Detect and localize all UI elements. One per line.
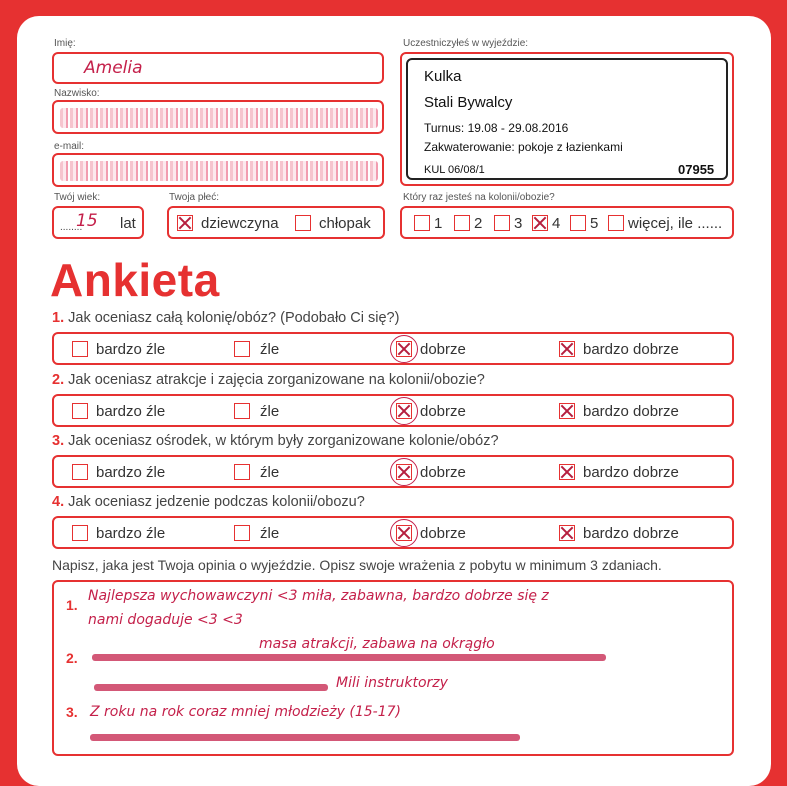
email-label: e-mail:	[54, 141, 85, 152]
q2-very-bad-checkbox[interactable]	[72, 403, 88, 419]
times-2-label: 2	[474, 215, 483, 232]
q4-bad-checkbox[interactable]	[234, 525, 250, 541]
times-1-checkbox[interactable]	[414, 215, 430, 231]
question-1-text: Jak oceniasz całą kolonię/obóz? (Podobało Ci się?)	[68, 310, 400, 326]
q3-very-good-checkbox[interactable]	[559, 464, 575, 480]
q1-good-label: dobrze	[420, 341, 466, 358]
page-title: Ankieta	[50, 254, 220, 306]
times-3-checkbox[interactable]	[494, 215, 510, 231]
q1-good-checkbox[interactable]	[396, 341, 412, 357]
q4-very-good-checkbox[interactable]	[559, 525, 575, 541]
q1-bad-label: źle	[260, 341, 280, 358]
question-4-text: Jak oceniasz jedzenie podczas kolonii/obozu?	[68, 494, 365, 510]
opinion-field[interactable]	[52, 580, 734, 756]
question-3-options	[52, 455, 734, 488]
times-2-checkbox[interactable]	[454, 215, 470, 231]
name-value: Amelia	[84, 58, 143, 78]
q3-very-bad-checkbox[interactable]	[72, 464, 88, 480]
question-1-options	[52, 332, 734, 365]
age-unit: lat	[120, 215, 136, 232]
opinion-3-line1: Z roku na rok coraz mniej młodzieży (15-17)	[90, 704, 401, 720]
gender-girl-label: dziewczyna	[201, 215, 279, 232]
q4-very-good-label: bardzo dobrze	[583, 525, 679, 542]
times-4-checkbox[interactable]	[532, 215, 548, 231]
stamp-turnus: Turnus: 19.08 - 29.08.2016	[424, 121, 569, 135]
q3-good-checkbox[interactable]	[396, 464, 412, 480]
gender-field	[167, 206, 385, 239]
question-2	[52, 372, 485, 388]
question-2-options	[52, 394, 734, 427]
times-3-label: 3	[514, 215, 523, 232]
age-field[interactable]	[52, 206, 144, 239]
times-more-label: więcej, ile ......	[628, 215, 723, 232]
age-dots: ........	[60, 222, 83, 233]
question-3	[52, 433, 499, 449]
gender-boy-label: chłopak	[319, 215, 371, 232]
times-label: Który raz jesteś na kolonii/obozie?	[403, 192, 555, 203]
q1-very-good-checkbox[interactable]	[559, 341, 575, 357]
q2-good-checkbox[interactable]	[396, 403, 412, 419]
times-4-label: 4	[552, 215, 561, 232]
surname-redacted	[60, 108, 378, 128]
q4-very-bad-checkbox[interactable]	[72, 525, 88, 541]
q1-very-bad-label: bardzo źle	[96, 341, 166, 358]
question-3-text: Jak oceniasz ośrodek, w którym były zorganizowane kolonie/obóz?	[68, 433, 499, 449]
opinion-3-strikeout	[90, 734, 520, 741]
q2-very-bad-label: bardzo źle	[96, 403, 166, 420]
q1-very-good-label: bardzo dobrze	[583, 341, 679, 358]
question-1	[52, 310, 399, 326]
stamp-accommodation: Zakwaterowanie: pokoje z łazienkami	[424, 140, 623, 154]
opinion-2-strikeout-2	[94, 684, 328, 691]
name-label: Imię:	[54, 38, 76, 49]
q2-bad-checkbox[interactable]	[234, 403, 250, 419]
opinion-3-number: 3.	[66, 704, 78, 720]
trip-label: Uczestniczyłeś w wyjeździe:	[403, 38, 529, 49]
stamp-line2: Stali Bywalcy	[424, 94, 513, 111]
opinion-1-line1: Najlepsza wychowawczyni <3 miła, zabawna, bardzo dobrze się z	[88, 588, 549, 604]
question-1-number: 1.	[52, 310, 65, 326]
q1-bad-checkbox[interactable]	[234, 341, 250, 357]
surname-field[interactable]	[52, 100, 384, 134]
email-field[interactable]	[52, 153, 384, 187]
q2-bad-label: źle	[260, 403, 280, 420]
q3-very-good-label: bardzo dobrze	[583, 464, 679, 481]
q3-good-label: dobrze	[420, 464, 466, 481]
trip-field	[400, 52, 734, 186]
question-4-number: 4.	[52, 494, 65, 510]
times-5-label: 5	[590, 215, 599, 232]
times-more-checkbox[interactable]	[608, 215, 624, 231]
question-2-text: Jak oceniasz atrakcje i zajęcia zorganizowane na kolonii/obozie?	[68, 372, 485, 388]
q3-bad-checkbox[interactable]	[234, 464, 250, 480]
question-2-number: 2.	[52, 372, 65, 388]
q1-very-bad-checkbox[interactable]	[72, 341, 88, 357]
question-4	[52, 494, 365, 510]
opinion-1-number: 1.	[66, 597, 78, 613]
q4-good-checkbox[interactable]	[396, 525, 412, 541]
q4-very-bad-label: bardzo źle	[96, 525, 166, 542]
opinion-2-line1: masa atrakcji, zabawa na okrągło	[259, 636, 495, 652]
times-1-label: 1	[434, 215, 443, 232]
opinion-2-number: 2.	[66, 650, 78, 666]
q3-very-bad-label: bardzo źle	[96, 464, 166, 481]
times-5-checkbox[interactable]	[570, 215, 586, 231]
opinion-prompt: Napisz, jaka jest Twoja opinia o wyjeździe. Opisz swoje wrażenia z pobytu w minimum 3 zdaniach.	[52, 557, 662, 573]
gender-girl-checkbox[interactable]	[177, 215, 193, 231]
q4-good-label: dobrze	[420, 525, 466, 542]
question-3-number: 3.	[52, 433, 65, 449]
gender-boy-checkbox[interactable]	[295, 215, 311, 231]
gender-label: Twoja płeć:	[169, 192, 220, 203]
surname-label: Nazwisko:	[54, 88, 100, 99]
question-4-options	[52, 516, 734, 549]
q3-bad-label: źle	[260, 464, 280, 481]
opinion-1-line2: nami dogaduje <3 <3	[88, 612, 243, 628]
email-redacted	[60, 161, 378, 181]
stamp-number: 07955	[678, 162, 715, 177]
q2-very-good-label: bardzo dobrze	[583, 403, 679, 420]
stamp-line1: Kulka	[424, 68, 462, 85]
age-value: 15	[76, 211, 98, 231]
stamp-code: KUL 06/08/1	[424, 164, 485, 176]
name-field[interactable]	[52, 52, 384, 84]
times-field	[400, 206, 734, 239]
opinion-2-strikeout-1	[92, 654, 606, 661]
age-label: Twój wiek:	[54, 192, 101, 203]
q2-good-label: dobrze	[420, 403, 466, 420]
q2-very-good-checkbox[interactable]	[559, 403, 575, 419]
trip-stamp	[406, 58, 728, 180]
opinion-2-line2: Mili instruktorzy	[336, 675, 448, 691]
q4-bad-label: źle	[260, 525, 280, 542]
